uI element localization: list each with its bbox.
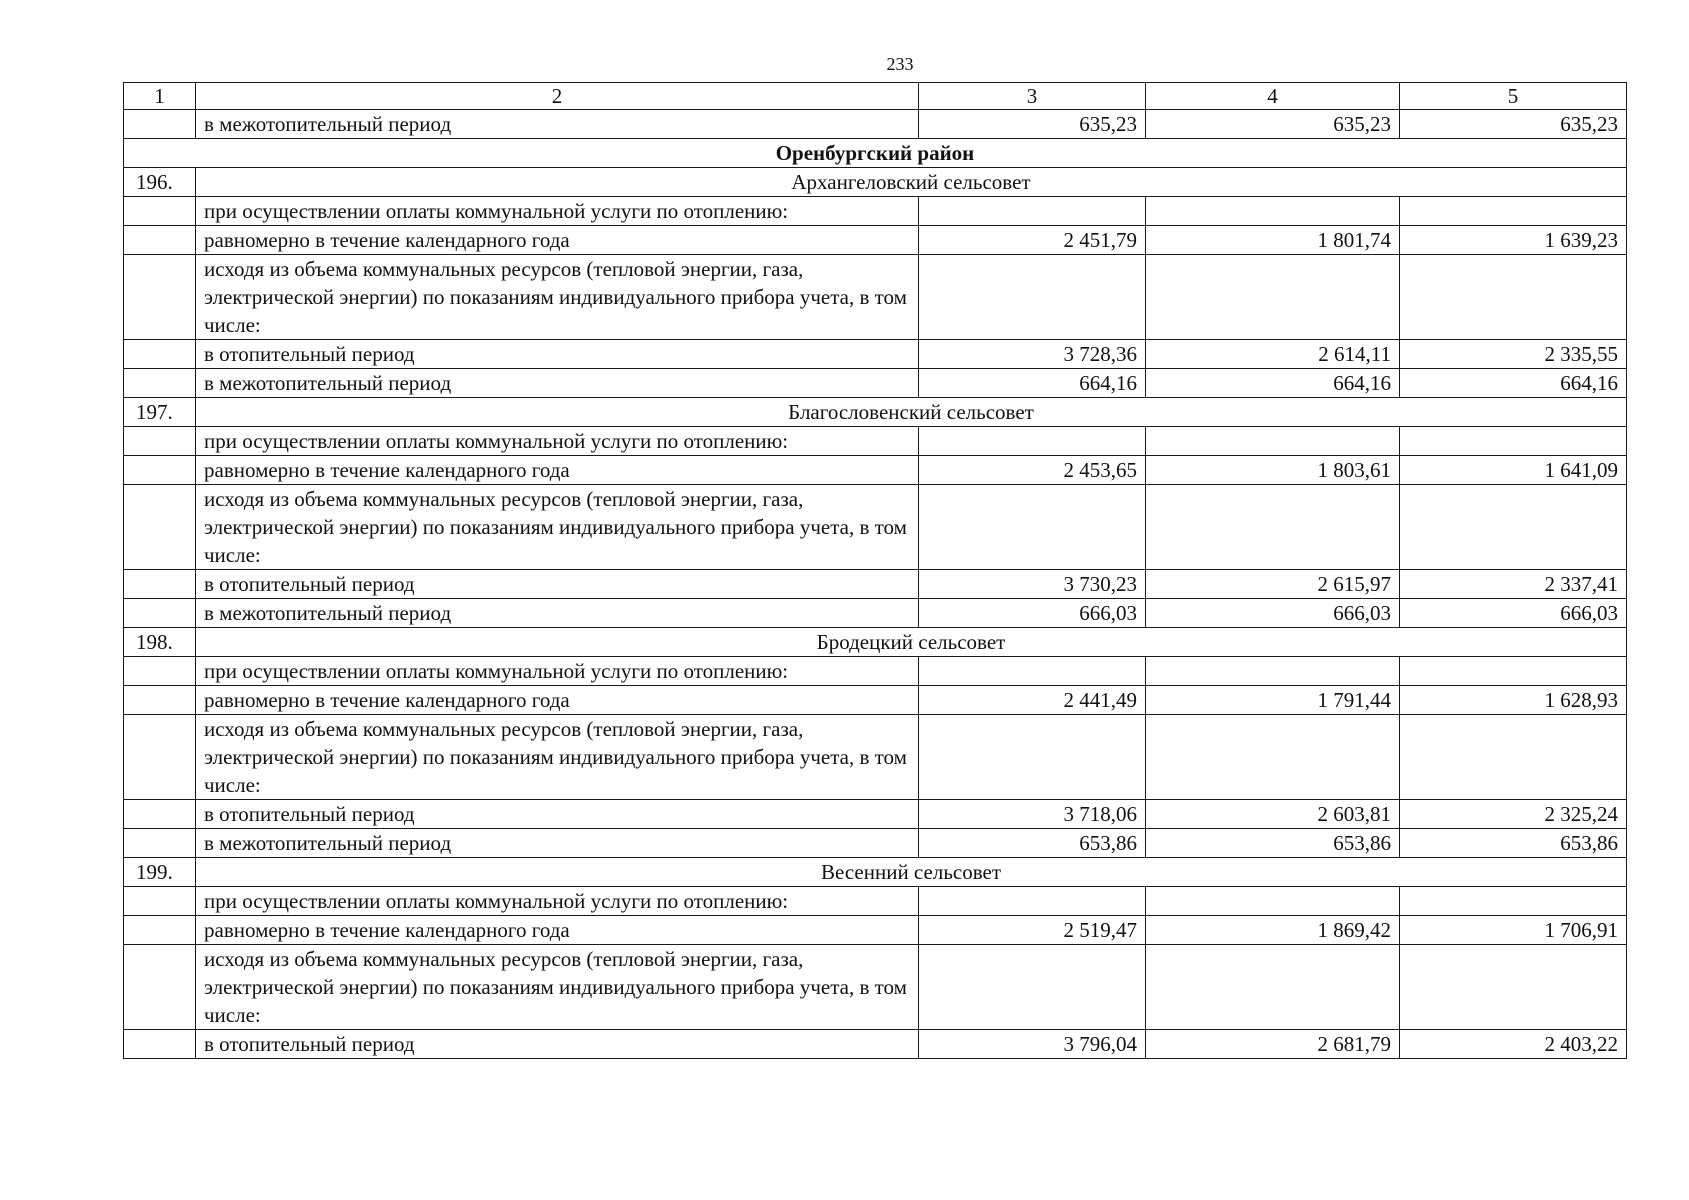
row-label: равномерно в течение календарного года — [196, 686, 919, 715]
value-cell: 2 403,22 — [1400, 1030, 1627, 1059]
value-cell — [1400, 197, 1627, 226]
value-cell: 3 718,06 — [919, 800, 1146, 829]
index-cell — [124, 369, 196, 398]
row-label: исходя из объема коммунальных ресурсов (тепловой энергии, газа, электрической энергии) по показаниям индивидуального прибора учета, в том числе: — [196, 945, 919, 1030]
section-name: Весенний сельсовет — [196, 858, 1627, 887]
value-cell: 2 603,81 — [1146, 800, 1400, 829]
index-cell — [124, 340, 196, 369]
index-cell — [124, 255, 196, 340]
value-cell: 2 453,65 — [919, 456, 1146, 485]
value-cell — [1400, 255, 1627, 340]
table-row — [124, 916, 1627, 945]
section-header-row — [124, 398, 1627, 427]
section-name: Благословенский сельсовет — [196, 398, 1627, 427]
value-cell: 664,16 — [1146, 369, 1400, 398]
table-row — [124, 657, 1627, 686]
index-cell — [124, 945, 196, 1030]
section-header-row — [124, 858, 1627, 887]
value-cell — [919, 657, 1146, 686]
district-title: Оренбургский район — [124, 139, 1627, 168]
value-cell: 1 628,93 — [1400, 686, 1627, 715]
tariff-table — [123, 82, 1627, 1059]
index-cell — [124, 1030, 196, 1059]
row-label: исходя из объема коммунальных ресурсов (тепловой энергии, газа, электрической энергии) по показаниям индивидуального прибора учета, в том числе: — [196, 485, 919, 570]
value-cell: 1 706,91 — [1400, 916, 1627, 945]
value-cell: 653,86 — [919, 829, 1146, 858]
index-cell — [124, 226, 196, 255]
district-row — [124, 139, 1627, 168]
value-cell — [1146, 945, 1400, 1030]
value-cell — [1400, 657, 1627, 686]
index-cell — [124, 657, 196, 686]
table-row — [124, 110, 1627, 139]
value-cell — [919, 197, 1146, 226]
index-cell — [124, 110, 196, 139]
section-header-row — [124, 628, 1627, 657]
table-row — [124, 829, 1627, 858]
index-cell — [124, 427, 196, 456]
value-cell: 2 335,55 — [1400, 340, 1627, 369]
value-cell: 2 325,24 — [1400, 800, 1627, 829]
section-index: 197. — [124, 398, 196, 427]
table-row — [124, 255, 1627, 340]
row-label: в отопительный период — [196, 570, 919, 599]
value-cell: 3 796,04 — [919, 1030, 1146, 1059]
row-label: в отопительный период — [196, 340, 919, 369]
row-label: при осуществлении оплаты коммунальной услуги по отоплению: — [196, 197, 919, 226]
value-cell: 666,03 — [1400, 599, 1627, 628]
value-cell — [1400, 945, 1627, 1030]
table-row — [124, 340, 1627, 369]
index-cell — [124, 800, 196, 829]
value-cell — [1146, 197, 1400, 226]
row-label: в отопительный период — [196, 800, 919, 829]
value-cell: 635,23 — [919, 110, 1146, 139]
value-cell — [919, 715, 1146, 800]
value-cell: 1 641,09 — [1400, 456, 1627, 485]
section-index: 199. — [124, 858, 196, 887]
row-label: при осуществлении оплаты коммунальной услуги по отоплению: — [196, 657, 919, 686]
value-cell: 1 869,42 — [1146, 916, 1400, 945]
row-label: в отопительный период — [196, 1030, 919, 1059]
value-cell: 1 801,74 — [1146, 226, 1400, 255]
column-header: 1 — [124, 83, 196, 110]
page-number: 233 — [886, 54, 914, 74]
value-cell — [919, 255, 1146, 340]
value-cell: 2 519,47 — [919, 916, 1146, 945]
index-cell — [124, 456, 196, 485]
table-row — [124, 887, 1627, 916]
index-cell — [124, 916, 196, 945]
section-name: Архангеловский сельсовет — [196, 168, 1627, 197]
column-header: 4 — [1146, 83, 1400, 110]
value-cell — [1400, 887, 1627, 916]
value-cell: 635,23 — [1400, 110, 1627, 139]
table-row — [124, 226, 1627, 255]
table-row — [124, 369, 1627, 398]
column-header: 5 — [1400, 83, 1627, 110]
value-cell — [1146, 427, 1400, 456]
row-label: равномерно в течение календарного года — [196, 226, 919, 255]
value-cell — [1400, 427, 1627, 456]
row-label: в межотопительный период — [196, 369, 919, 398]
value-cell: 2 337,41 — [1400, 570, 1627, 599]
value-cell — [919, 887, 1146, 916]
table-row — [124, 456, 1627, 485]
section-header-row — [124, 168, 1627, 197]
table-row — [124, 485, 1627, 570]
table-row — [124, 427, 1627, 456]
value-cell — [1146, 485, 1400, 570]
table-row — [124, 800, 1627, 829]
column-header-row — [124, 83, 1627, 110]
index-cell — [124, 599, 196, 628]
index-cell — [124, 485, 196, 570]
section-name: Бродецкий сельсовет — [196, 628, 1627, 657]
column-header: 3 — [919, 83, 1146, 110]
row-label: в межотопительный период — [196, 110, 919, 139]
row-label: равномерно в течение календарного года — [196, 456, 919, 485]
index-cell — [124, 715, 196, 800]
value-cell — [1400, 715, 1627, 800]
value-cell: 2 451,79 — [919, 226, 1146, 255]
value-cell: 1 791,44 — [1146, 686, 1400, 715]
row-label: при осуществлении оплаты коммунальной услуги по отоплению: — [196, 427, 919, 456]
value-cell: 1 639,23 — [1400, 226, 1627, 255]
table-row — [124, 599, 1627, 628]
table-row — [124, 1030, 1627, 1059]
value-cell: 3 728,36 — [919, 340, 1146, 369]
section-index: 196. — [124, 168, 196, 197]
value-cell — [1400, 485, 1627, 570]
index-cell — [124, 570, 196, 599]
row-label: исходя из объема коммунальных ресурсов (тепловой энергии, газа, электрической энергии) по показаниям индивидуального прибора учета, в том числе: — [196, 255, 919, 340]
value-cell — [1146, 657, 1400, 686]
value-cell: 664,16 — [919, 369, 1146, 398]
value-cell: 1 803,61 — [1146, 456, 1400, 485]
value-cell: 664,16 — [1400, 369, 1627, 398]
row-label: равномерно в течение календарного года — [196, 916, 919, 945]
value-cell — [1146, 715, 1400, 800]
value-cell: 2 615,97 — [1146, 570, 1400, 599]
value-cell: 2 441,49 — [919, 686, 1146, 715]
value-cell — [919, 485, 1146, 570]
section-index: 198. — [124, 628, 196, 657]
value-cell: 635,23 — [1146, 110, 1400, 139]
value-cell — [919, 945, 1146, 1030]
table-row — [124, 715, 1627, 800]
value-cell: 3 730,23 — [919, 570, 1146, 599]
value-cell — [1146, 255, 1400, 340]
index-cell — [124, 887, 196, 916]
row-label: в межотопительный период — [196, 829, 919, 858]
table-row — [124, 945, 1627, 1030]
value-cell: 666,03 — [919, 599, 1146, 628]
column-header: 2 — [196, 83, 919, 110]
row-label: при осуществлении оплаты коммунальной услуги по отоплению: — [196, 887, 919, 916]
value-cell: 2 681,79 — [1146, 1030, 1400, 1059]
index-cell — [124, 686, 196, 715]
value-cell — [919, 427, 1146, 456]
table-row — [124, 197, 1627, 226]
index-cell — [124, 829, 196, 858]
value-cell: 2 614,11 — [1146, 340, 1400, 369]
index-cell — [124, 197, 196, 226]
value-cell: 653,86 — [1146, 829, 1400, 858]
row-label: в межотопительный период — [196, 599, 919, 628]
row-label: исходя из объема коммунальных ресурсов (тепловой энергии, газа, электрической энергии) по показаниям индивидуального прибора учета, в том числе: — [196, 715, 919, 800]
value-cell — [1146, 887, 1400, 916]
value-cell: 666,03 — [1146, 599, 1400, 628]
table-row — [124, 686, 1627, 715]
table-row — [124, 570, 1627, 599]
value-cell: 653,86 — [1400, 829, 1627, 858]
